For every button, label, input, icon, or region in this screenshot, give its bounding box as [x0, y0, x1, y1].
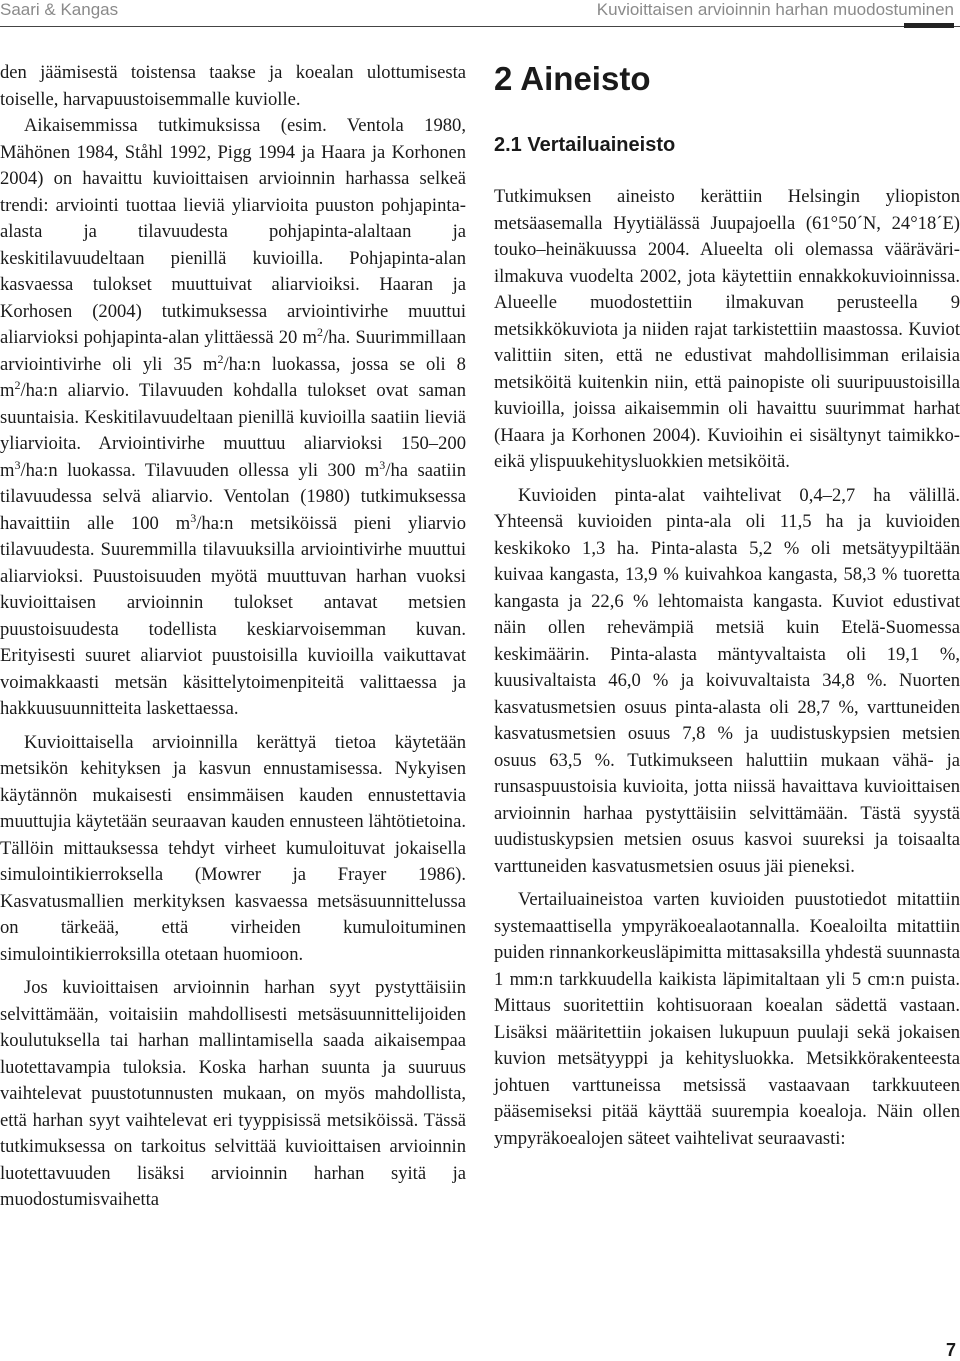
paragraph: Vertailuaineistoa varten kuvioiden puustotiedot mitattiin systemaattisella ympyräkoealaotannalla. Koealoilta mitattiin puiden rinnankorkeusläpimitta mittasaksilla yhdestä suunnasta 1 mm:n tarkkuudella kaikista läpimitaltaan yli 5 cm:n puista. Mittaus suoritettiin kohtisuoraan koealan sädettä vastaan. Lisäksi määritettiin jokaisen lukupuun puulaji sekä jokaisen kuvion metsätyyppi ja kehitysluokka. Metsikkörakenteesta johtuen varttuneissa metsissä vastaavaan tarkkuuteen pääsemiseksi pitää käyttää suurempia koealoja. Näin ollen ympyräkoealojen säteet vaihtelivat seuraavasti:	[494, 889, 960, 1149]
header-rule	[0, 26, 960, 27]
header-bar	[904, 23, 954, 28]
header-title: Kuvioittaisen arvioinnin harhan muodostuminen	[596, 0, 954, 19]
left-column	[0, 60, 466, 1214]
superscript: 2	[14, 378, 21, 392]
right-column	[494, 60, 960, 1152]
text-run: Aikaisemmissa tutkimuksissa (esim. Ventola 1980, Mähönen 1984, Ståhl 1992, Pigg 1994 ja Haara ja Korhonen 2004) on havaittu kuvioittaisen arvioinnin harhassa selkeä trendi: arviointi tuottaa lieviä yliarvioita puuston pohjapinta-alasta ja tilavuudesta pohjapinta-alaltaan ja keskitilavuudeltaan pienillä kuvioilla. Pohjapinta-alan kasvaessa tulokset muuttuivat aliarvioiksi. Haaran ja Korhosen (2004) tutkimuksessa arviointivirhe muuttui aliarvioksi pohjapinta-alan ylittäessä 20 m	[0, 115, 466, 348]
paragraph: den jäämisestä toistensa taakse ja koealan ulottumisesta toiselle, harvapuustoisemmalle kuviolle.	[0, 62, 466, 110]
text-run: /ha:n aliarvio. Tilavuuden kohdalla tulokset ovat saman suuntaisia. Keskitilavuudeltaan pienillä kuvioilla saatiin lieviä yliarvioita. Arviointivirhe muuttuu aliarvioksi 150–200 m	[0, 380, 466, 481]
header-authors: Saari & Kangas	[0, 0, 119, 19]
superscript: 2	[217, 351, 224, 366]
text-run: /ha. Suurimmillaan arviointivirhe oli yli 35 m	[0, 327, 466, 375]
paragraph	[0, 113, 466, 723]
text-run: /ha saatiin tilavuudessa selvä aliarvio. Ventolan (1980) tutkimuksessa havaittiin alle 100 m	[0, 459, 466, 534]
page-number: 7	[945, 1340, 956, 1360]
superscript: 2	[316, 325, 323, 339]
section-heading: 2 Aineisto	[494, 60, 651, 97]
text-run: /ha:n luokassa. Tilavuuden ollessa yli 300 m	[20, 459, 380, 481]
paragraph: Tutkimuksen aineisto kerättiin Helsingin yliopiston metsäasemalla Hyytiälässä Juupajoella (61°50´N, 24°18´E) touko–heinäkuussa 2004. Alueelta oli olemassa vääräväri-ilmakuva vuodelta 2002, jota käytettiin ennakkokuvioinnissa. Alueelle muodostettiin ilmakuvan perusteella 9 metsikkökuviota ja niiden rajat tarkistettiin maastossa. Kuviot valittiin siten, että ne edustivat mahdollisimman erilaisia metsiköitä kuitenkin niin, että painopiste oli suuripuustoisilla kuvioilla, joissa aikaisemmin oli havaittu suurimmat harhat (Haara ja Korhonen 2004). Kuvioihin ei sisältynyt taimikko- eikä ylispuukehitysluokkien metsiköitä.	[494, 186, 960, 472]
text-run: /ha:n luokassa, jossa se oli 8 m	[0, 353, 466, 401]
superscript: 3	[379, 457, 386, 472]
paragraph: Jos kuvioittaisen arvioinnin harhan syyt pystyttäisiin selvittämään, voitaisiin mahdollisesti metsäsuunnittelijoiden koulutuksella tai harhan mallintamisella saada aikaisempaa luotettavampia tuloksia. Koska harhan suunta ja suuruus vaihtelevat puustotunnusten mukaan, on myös mahdollista, että harhan syyt vaihtelevat eri tyyppisissä metsiköissä. Tässä tutkimuksessa on tarkoitus selvittää kuvioittaisen arvioinnin luotettavuuden lisäksi arvioinnin harhan syitä ja muodostumisvaihetta	[0, 977, 466, 1210]
paragraph: Kuvioiden pinta-alat vaihtelivat 0,4–2,7 ha välillä. Yhteensä kuvioiden pinta-ala oli 11,5 ha ja kuvioiden keskikoko 1,3 ha. Pinta-alasta 5,2 % oli metsätyypiltään kuivaa kangasta, 13,9 % kuivahkoa kangasta, 58,3 % tuoretta kangasta ja 22,6 % lehtomaista kangasta. Kuviot edustivat näin ollen rehevämpiä metsiä kuin Etelä-Suomessa keskimäärin. Pinta-alasta mäntyvaltaista oli 19,1 %, kuusivaltaista 46,0 % ja koivuvaltaista 34,8 %. Nuorten kasvatusmetsien osuus pinta-alasta oli 28,7 %, varttuneiden kasvatusmetsien osuus 7,8 % ja uudistuskypsien metsien osuus 63,5 %. Tutkimukseen haluttiin mukaan vähä- ja runsaspuustoisia kuvioita, jotta niissä havaittava kuvioittaisen arvioinnin harhaa pystyttäisiin selvittämään. Tästä syystä uudistuskypsien metsien osuus kasvoi suureksi ja toisaalta varttuneiden kasvatusmetsien osuus jäi pieneksi.	[494, 484, 960, 877]
superscript: 3	[14, 457, 21, 472]
subsection-heading: 2.1 Vertailuaineisto	[494, 134, 676, 156]
paragraph: Kuvioittaisella arvioinnilla kerättyä tietoa käytetään metsikön kehityksen ja kasvun ennustamisessa. Nykyisen käytännön mukaisesti ensimmäisen kauden ennustettavia muuttujia käytetään seuraavan kauden ennusteen lähtötietoina. Tällöin mittauksessa tehdyt virheet kumuloituvat jokaisella simulointikierroksella (Mowrer ja Frayer 1986). Kasvatusmallien merkityksen kasvaessa metsäsuunnittelussa on tärkeää, että virheiden kumuloituminen simulointikierroksilla otetaan huomioon.	[0, 731, 466, 965]
text-run: /ha:n metsiköissä pieni yliarvio tilavuudesta. Suuremmilla tilavuuksilla arviointivirhe muuttui aliarvioksi. Puustoisuuden myötä muuttuvan harhan vuoksi kuvioittaisen arvioinnin tulokset antavat metsien puustoisuudesta todellista keskiarvoisemman kuvan. Erityisesti suuret aliarviot puustoisilla kuvioilla vaikuttavat voimakkaasti metsän käsittelytoimenpiteitä valittaessa ja hakkuusuunnitteita laskettaessa.	[0, 512, 466, 719]
running-header	[0, 0, 960, 34]
superscript: 3	[190, 510, 197, 525]
